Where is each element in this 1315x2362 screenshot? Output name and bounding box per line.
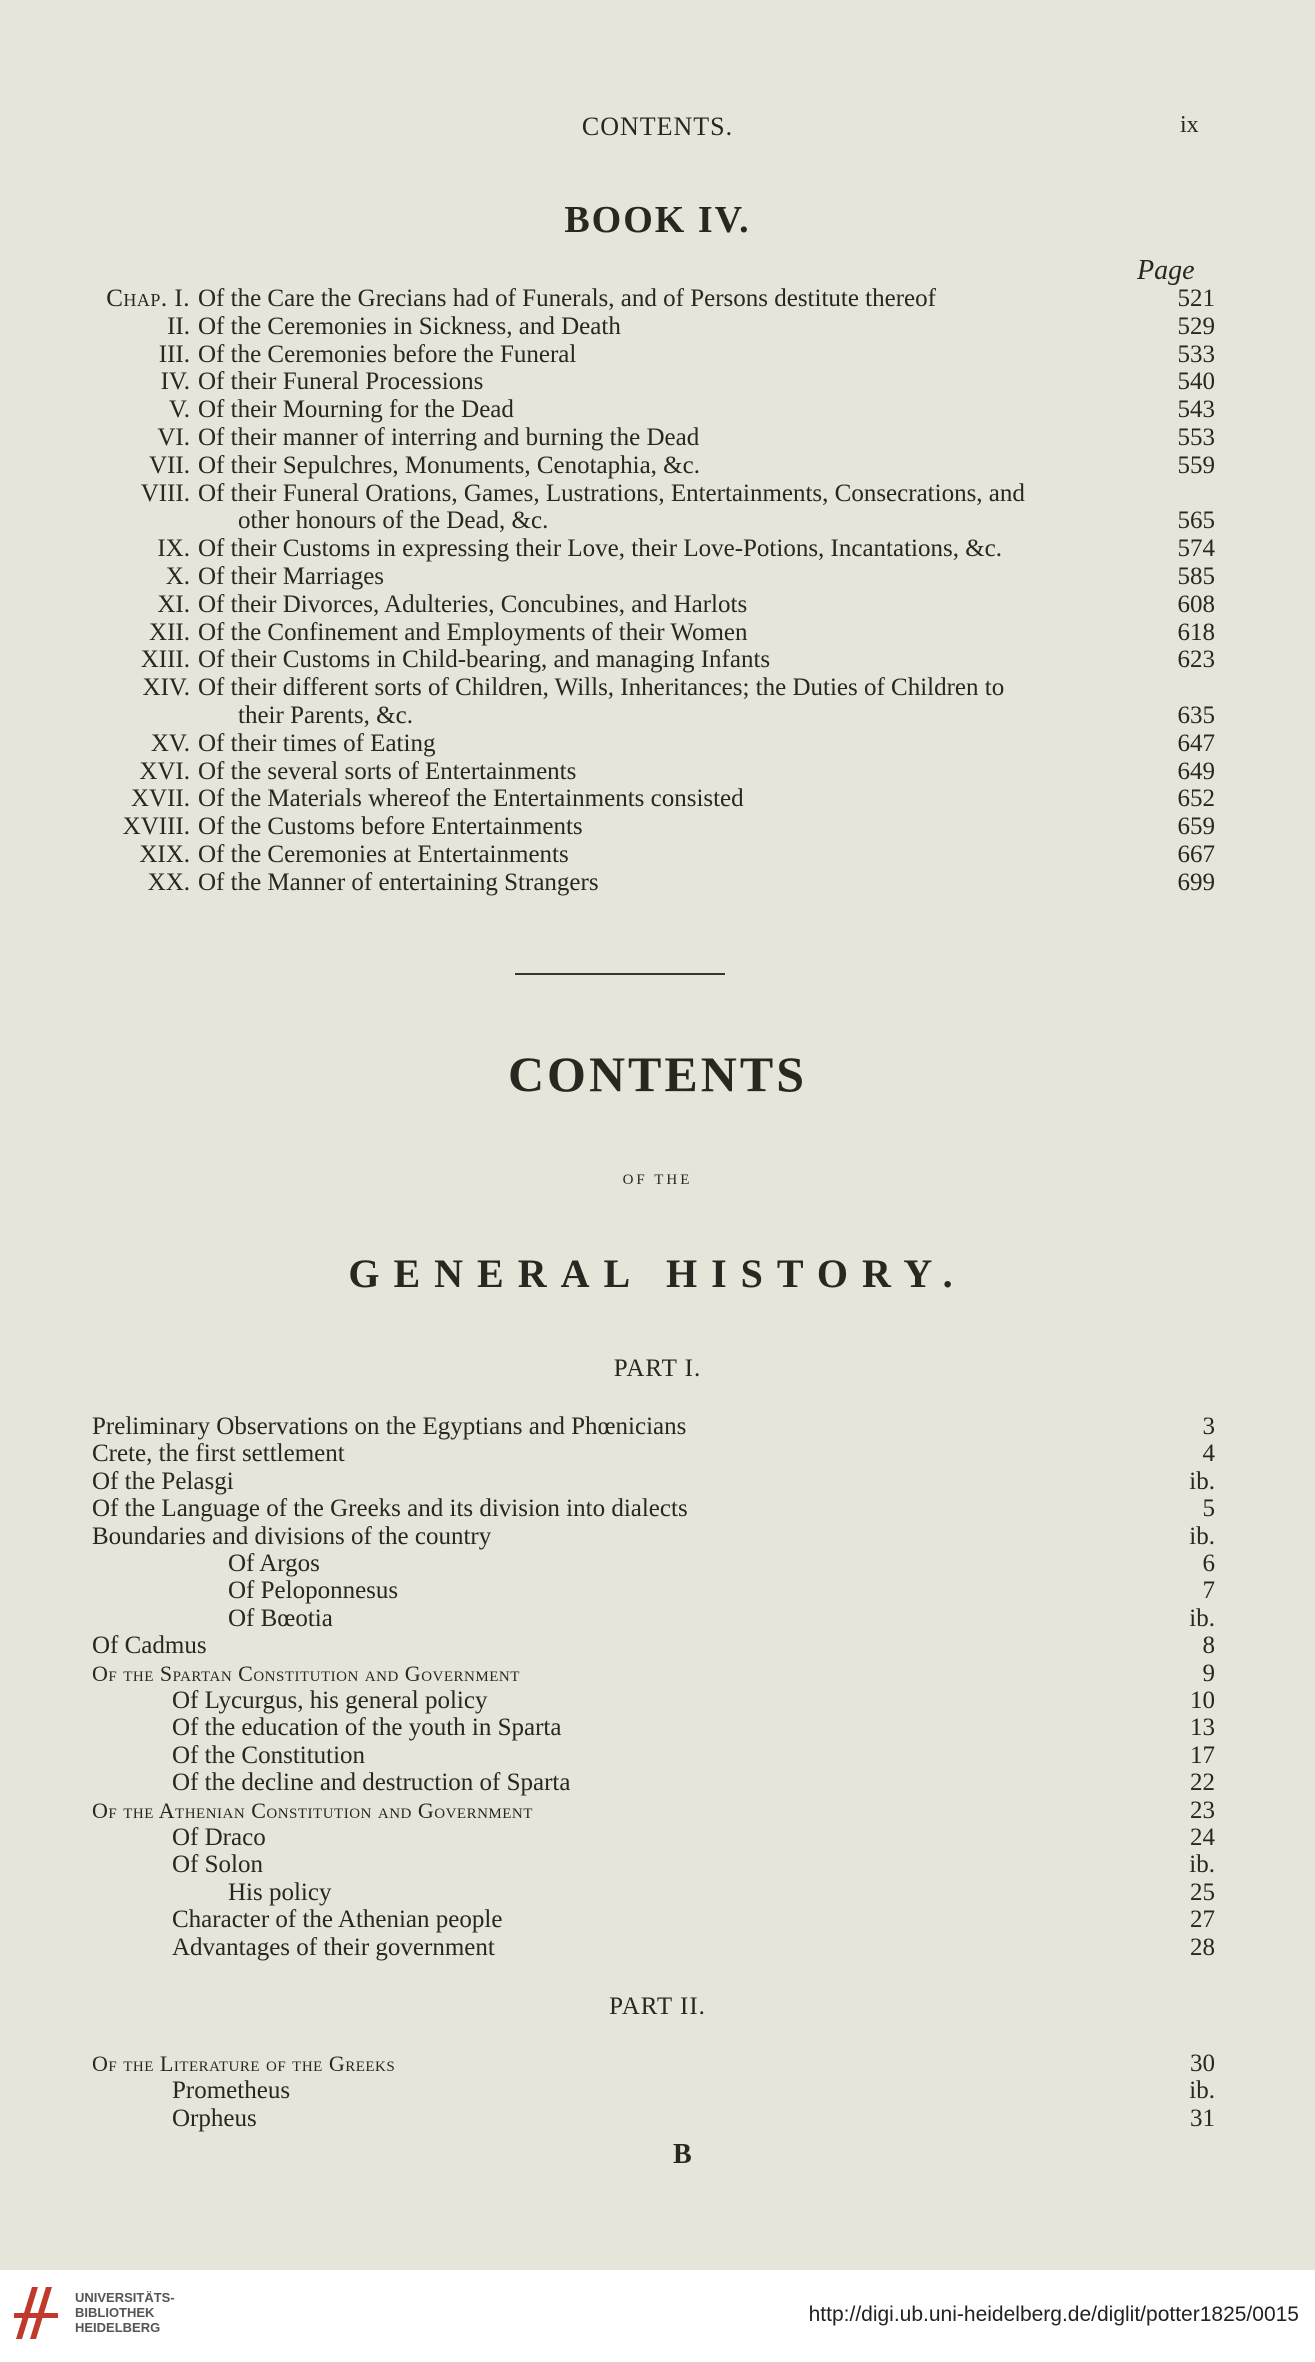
page-ref: 6 <box>1202 1550 1215 1577</box>
chapter-number: III. <box>158 341 190 368</box>
toc-entry <box>0 1934 1315 1962</box>
chapter-title: Of their different sorts of Children, Wills, Inheritances; the Duties of Children to <box>198 674 1005 701</box>
page-ref: 618 <box>1177 619 1215 646</box>
toc-entry <box>0 869 1315 897</box>
entry-title: Of the education of the youth in Sparta <box>172 1714 562 1741</box>
page-ref: 25 <box>1190 1879 1215 1906</box>
chapter-number: XIII. <box>140 646 190 673</box>
entry-title: Of Lycurgus, his general policy <box>172 1687 488 1714</box>
chapter-title: Of the several sorts of Entertainments <box>198 758 577 785</box>
entry-title: Of Bœotia <box>228 1605 333 1632</box>
toc-entry <box>0 1440 1315 1468</box>
chapter-number: IV. <box>160 368 190 395</box>
toc-entry <box>0 758 1315 786</box>
page-ref: 3 <box>1202 1413 1215 1440</box>
page-ref: 529 <box>1177 313 1215 340</box>
page-ref: 647 <box>1177 730 1215 757</box>
toc-entry <box>0 1632 1315 1660</box>
chapter-title: Of their manner of interring and burning the Dead <box>198 424 700 451</box>
entry-title: Prometheus <box>172 2077 291 2104</box>
toc-entry <box>0 313 1315 341</box>
toc-entry <box>0 396 1315 424</box>
source-url-link[interactable]: http://digi.ub.uni-heidelberg.de/diglit/potter1825/0015 <box>808 2303 1299 2326</box>
signature-mark: B <box>673 2139 692 2170</box>
chapter-title: Of their Customs in Child-bearing, and managing Infants <box>198 646 771 673</box>
toc-entry <box>0 563 1315 591</box>
toc-entry <box>0 1660 1315 1688</box>
chapter-title: Of their Funeral Processions <box>198 368 484 395</box>
logo-line-1: UNIVERSITÄTS- <box>75 2290 175 2305</box>
toc-entry <box>0 535 1315 563</box>
of-the-label: OF THE <box>622 1172 693 1188</box>
chapter-title: Of their Sepulchres, Monuments, Cenotaphia, &c. <box>198 452 700 479</box>
chapter-number: VII. <box>149 452 190 479</box>
chapter-title: Of the Ceremonies at Entertainments <box>198 841 569 868</box>
toc-entry <box>0 1769 1315 1797</box>
toc-entry <box>0 1851 1315 1879</box>
toc-entry <box>0 2077 1315 2105</box>
toc-entry-continuation <box>0 702 1315 730</box>
chapter-number: IX. <box>157 535 190 562</box>
page-ref: 17 <box>1190 1742 1215 1769</box>
chapter-title: Of the Care the Grecians had of Funerals, and of Persons destitute thereof <box>198 285 936 312</box>
toc-entry <box>0 619 1315 647</box>
page-ref: 8 <box>1202 1632 1215 1659</box>
chapter-number: V. <box>168 396 190 423</box>
page-ref: 543 <box>1177 396 1215 423</box>
chapter-number: XVI. <box>139 758 190 785</box>
toc-entry <box>0 591 1315 619</box>
chapter-number: Chap. I. <box>106 285 190 312</box>
entry-title: Of Solon <box>172 1851 263 1878</box>
chapter-title-continuation: their Parents, &c. <box>238 702 413 729</box>
section-divider <box>515 973 725 975</box>
toc-entry <box>0 1906 1315 1934</box>
entry-title: His policy <box>228 1879 332 1906</box>
toc-entry <box>0 2050 1315 2078</box>
toc-entry <box>0 1824 1315 1852</box>
entry-title: Of the Spartan Constitution and Government <box>92 1661 520 1686</box>
chapter-number: VIII. <box>140 480 190 507</box>
page-number: ix <box>1180 112 1199 138</box>
page-ref: 7 <box>1202 1577 1215 1604</box>
toc-entry <box>0 1413 1315 1441</box>
toc-entry <box>0 480 1315 508</box>
toc-entry <box>0 285 1315 313</box>
toc-entry <box>0 452 1315 480</box>
chapter-number: XVIII. <box>122 813 190 840</box>
chapter-title: Of their Funeral Orations, Games, Lustrations, Entertainments, Consecrations, and <box>198 480 1025 507</box>
part-ii-heading: PART II. <box>609 1993 706 2020</box>
entry-title: Of Argos <box>228 1550 320 1577</box>
toc-entry <box>0 424 1315 452</box>
entry-title: Of Cadmus <box>92 1632 207 1659</box>
toc-entry <box>0 1577 1315 1605</box>
chapter-number: XX. <box>147 869 190 896</box>
chapter-title: Of the Ceremonies in Sickness, and Death <box>198 313 621 340</box>
page-ref: 28 <box>1190 1934 1215 1961</box>
page-ref: 574 <box>1177 535 1215 562</box>
page-ref: ib. <box>1189 1523 1215 1550</box>
toc-entry <box>0 1605 1315 1633</box>
page-ref: 27 <box>1190 1906 1215 1933</box>
chapter-title: Of their Customs in expressing their Love, their Love-Potions, Incantations, &c. <box>198 535 1003 562</box>
chapter-number: II. <box>167 313 190 340</box>
library-logo-text <box>75 2290 175 2335</box>
page-ref: 533 <box>1177 341 1215 368</box>
library-logo-icon <box>12 2283 60 2343</box>
logo-line-2: BIBLIOTHEK <box>75 2305 155 2320</box>
page-ref: 608 <box>1177 591 1215 618</box>
entry-title: Of the decline and destruction of Sparta <box>172 1769 571 1796</box>
chapter-title: Of their Mourning for the Dead <box>198 396 514 423</box>
page-ref: 553 <box>1177 424 1215 451</box>
page-ref: 559 <box>1177 452 1215 479</box>
page-ref: 24 <box>1190 1824 1215 1851</box>
chapter-number: XI. <box>157 591 190 618</box>
entry-title: Of the Athenian Constitution and Government <box>92 1798 533 1823</box>
entry-title: Advantages of their government <box>172 1934 495 1961</box>
chapter-title: Of their Divorces, Adulteries, Concubines, and Harlots <box>198 591 748 618</box>
page-ref: 649 <box>1177 758 1215 785</box>
chapter-title: Of the Customs before Entertainments <box>198 813 583 840</box>
page-ref: 667 <box>1177 841 1215 868</box>
toc-entry <box>0 813 1315 841</box>
entry-title: Preliminary Observations on the Egyptians and Phœnicians <box>92 1413 687 1440</box>
chapter-number: XIX. <box>139 841 190 868</box>
page-ref: 22 <box>1190 1769 1215 1796</box>
page-ref: 585 <box>1177 563 1215 590</box>
toc-entry <box>0 1714 1315 1742</box>
page-ref: 652 <box>1177 785 1215 812</box>
page-column-label: Page <box>1137 255 1195 286</box>
chapter-title: Of the Confinement and Employments of their Women <box>198 619 748 646</box>
toc-entry <box>0 1468 1315 1496</box>
entry-title: Of the Literature of the Greeks <box>92 2051 396 2076</box>
chapter-number: XIV. <box>142 674 190 701</box>
page-ref: ib. <box>1189 1851 1215 1878</box>
entry-title: Character of the Athenian people <box>172 1906 503 1933</box>
entry-title: Crete, the first settlement <box>92 1440 345 1467</box>
toc-entry <box>0 1797 1315 1825</box>
toc-entry <box>0 341 1315 369</box>
entry-title: Boundaries and divisions of the country <box>92 1523 492 1550</box>
chapter-number: XII. <box>149 619 190 646</box>
toc-entry <box>0 1742 1315 1770</box>
toc-entry <box>0 730 1315 758</box>
chapter-title: Of their Marriages <box>198 563 385 590</box>
page-ref: 13 <box>1190 1714 1215 1741</box>
page-ref: 540 <box>1177 368 1215 395</box>
page-ref: 23 <box>1190 1797 1215 1824</box>
toc-entry-continuation <box>0 507 1315 535</box>
page-ref: 10 <box>1190 1687 1215 1714</box>
page-ref: 31 <box>1190 2105 1215 2132</box>
page-ref: 623 <box>1177 646 1215 673</box>
contents-heading: CONTENTS <box>507 1046 808 1102</box>
entry-title: Of the Language of the Greeks and its division into dialects <box>92 1495 688 1522</box>
entry-title: Orpheus <box>172 2105 257 2132</box>
page-ref: 565 <box>1177 507 1215 534</box>
chapter-title-continuation: other honours of the Dead, &c. <box>238 507 549 534</box>
toc-entry <box>0 1879 1315 1907</box>
page-ref: 635 <box>1177 702 1215 729</box>
part-i-heading: PART I. <box>613 1355 702 1382</box>
toc-entry <box>0 785 1315 813</box>
page-ref: 521 <box>1177 285 1215 312</box>
book-iv-title: BOOK IV. <box>564 199 751 241</box>
toc-entry <box>0 368 1315 396</box>
page-ref: ib. <box>1189 2077 1215 2104</box>
chapter-title: Of their times of Eating <box>198 730 436 757</box>
page-ref: 9 <box>1202 1660 1215 1687</box>
toc-entry <box>0 841 1315 869</box>
entry-title: Of Peloponnesus <box>228 1577 399 1604</box>
toc-entry <box>0 1550 1315 1578</box>
page-ref: 699 <box>1177 869 1215 896</box>
page-ref: 4 <box>1202 1440 1215 1467</box>
chapter-number: XVII. <box>130 785 190 812</box>
page-ref: 30 <box>1190 2050 1215 2077</box>
page-ref: 5 <box>1202 1495 1215 1522</box>
logo-line-3: HEIDELBERG <box>75 2320 161 2335</box>
toc-entry <box>0 2105 1315 2133</box>
entry-title: Of Draco <box>172 1824 266 1851</box>
toc-entry <box>0 1523 1315 1551</box>
entry-title: Of the Pelasgi <box>92 1468 234 1495</box>
chapter-number: XV. <box>150 730 190 757</box>
running-head: CONTENTS. <box>581 112 734 141</box>
toc-entry <box>0 1687 1315 1715</box>
entry-title: Of the Constitution <box>172 1742 366 1769</box>
chapter-number: VI. <box>157 424 190 451</box>
page-ref: 659 <box>1177 813 1215 840</box>
chapter-title: Of the Ceremonies before the Funeral <box>198 341 577 368</box>
toc-entry <box>0 646 1315 674</box>
page-ref: ib. <box>1189 1468 1215 1495</box>
general-history-title: GENERAL HISTORY. <box>348 1251 967 1296</box>
chapter-title: Of the Manner of entertaining Strangers <box>198 869 599 896</box>
chapter-title: Of the Materials whereof the Entertainments consisted <box>198 785 744 812</box>
page-ref: ib. <box>1189 1605 1215 1632</box>
toc-entry <box>0 674 1315 702</box>
chapter-number: X. <box>165 563 190 590</box>
toc-entry <box>0 1495 1315 1523</box>
